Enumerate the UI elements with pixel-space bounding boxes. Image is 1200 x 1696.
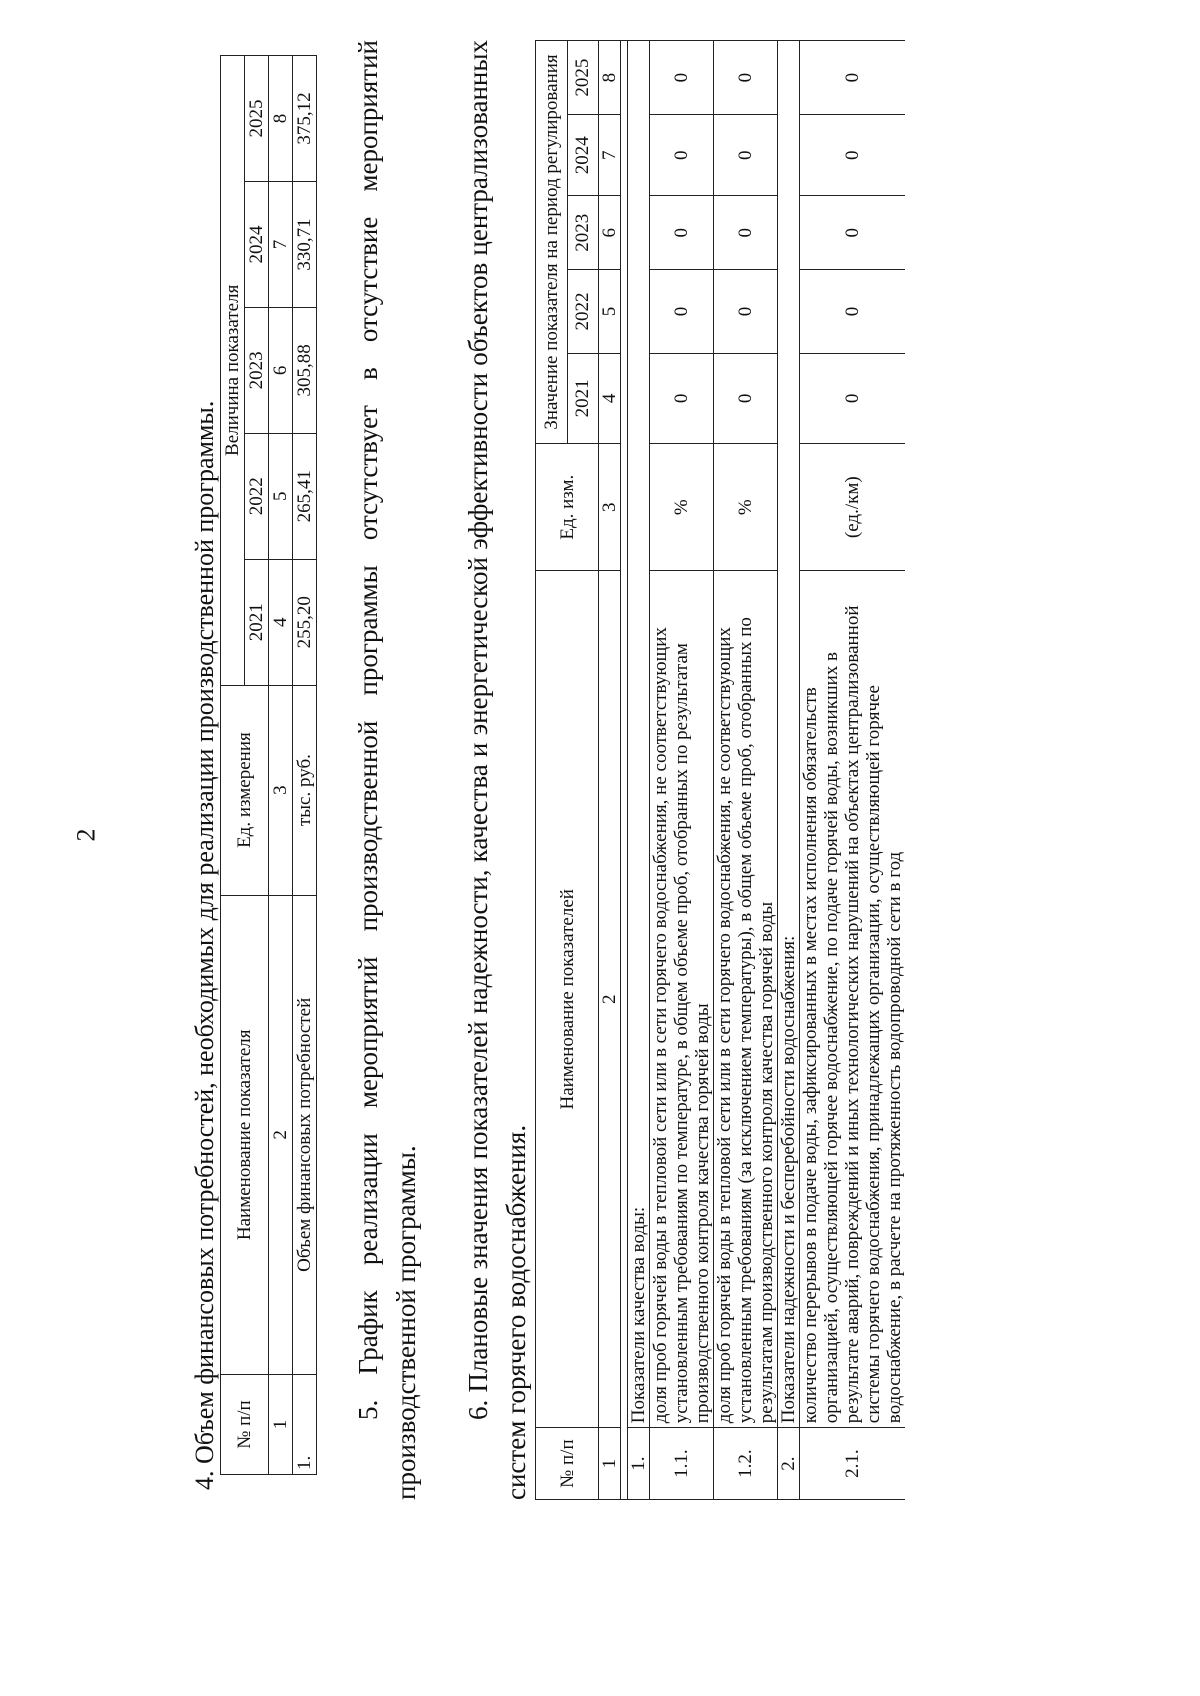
header-num: № п/п [221,1375,269,1475]
index-cell: 3 [269,685,293,895]
index-cell: 2 [269,895,293,1375]
row-value: 305,88 [293,307,317,433]
header-year: 2025 [567,41,599,115]
row-num: 2.1. [800,1428,906,1500]
row-value: 265,41 [293,433,317,559]
row-value: 0 [650,115,714,196]
row-value: 0 [650,353,714,443]
row-name: количество перерывов в подаче воды, зафиксированных в местах исполнения обязательств организацией, осуществляющей горячее водоснабжение, по подаче горячей воды, возникших в результате аварий, повреждений и иных технологических нарушений на объектах централизованной системы горячего водоснабжения, принадлежащих организации, осуществляющей горячее водоснабжение, в расчете на протяженность водопроводной сети в год [800,571,906,1428]
section-6-title: 6. Плановые значения показателей надежности, качества и энергетической эффективности объектов централизованных систем горячего водоснабжения. [463,40,531,1500]
table-row [714,41,778,1500]
index-cell: 5 [269,433,293,559]
header-unit: Ед. измерения [221,685,269,895]
row-value: 0 [650,196,714,270]
row-value: 0 [714,270,778,353]
row-unit: % [714,444,778,571]
row-num: 1.2. [714,1428,778,1500]
row-value: 0 [650,270,714,353]
row-value: 0 [800,196,906,270]
row-value: 0 [714,41,778,115]
financial-needs-table [220,55,317,1475]
header-value-group: Значение показателя на период регулирования [536,41,568,444]
index-cell: 7 [269,181,293,307]
section-5-text: 5. График реализации мероприятий производственной программы отсутствует в отсутствие мероприятий производственной программы. [353,40,421,1500]
header-year: 2022 [245,433,269,559]
index-cell: 6 [599,196,621,270]
index-cell: 8 [269,56,293,182]
row-value: 0 [800,115,906,196]
index-cell: 3 [599,444,621,571]
section-row [628,41,650,1500]
column-index-row [269,56,293,1475]
header-year: 2022 [567,270,599,353]
header-year: 2024 [567,115,599,196]
index-cell: 5 [599,270,621,353]
header-year: 2024 [245,181,269,307]
header-year: 2021 [567,353,599,443]
row-value: 375,12 [293,56,317,182]
row-name: доля проб горячей воды в тепловой сети или в сети горячего водоснабжения, не соответствующих установленным требованиям (за исключением температуры), в общем объеме проб, отобранных по результатам производственного контроля качества горячей воды [714,571,778,1428]
row-value: 330,71 [293,181,317,307]
column-index-row [599,41,621,1500]
row-value: 0 [800,270,906,353]
header-year: 2025 [245,56,269,182]
header-value-group: Величина показателя [221,56,245,686]
table-row [800,41,906,1500]
index-cell: 1 [269,1375,293,1475]
index-cell: 4 [599,353,621,443]
row-value: 255,20 [293,559,317,685]
row-name: Объем финансовых потребностей [293,895,317,1375]
row-num: 1.1. [650,1428,714,1500]
index-cell: 8 [599,41,621,115]
spacer-row [621,41,628,1500]
header-name: Наименование показателя [221,895,269,1375]
header-unit: Ед. изм. [536,444,599,571]
section-4-title: 4. Объем финансовых потребностей, необходимых для реализации производственной программы. [190,400,219,1490]
row-name: Показатели качества воды: [628,41,650,1428]
table-row [650,41,714,1500]
row-value: 0 [714,353,778,443]
row-num: 1. [628,1428,650,1500]
row-name: доля проб горячей воды в тепловой сети или в сети горячего водоснабжения, не соответствующих установленным требованиям по температуре, в общем объеме проб, отобранных по результатам производственного контроля качества горячей воды [650,571,714,1428]
index-cell: 4 [269,559,293,685]
rotated-page-content [190,40,905,1500]
row-value: 0 [714,115,778,196]
table-row [293,56,317,1475]
header-year: 2021 [245,559,269,685]
row-unit: % [650,444,714,571]
header-year: 2023 [567,196,599,270]
row-unit: тыс. руб. [293,685,317,895]
page-number: 2 [71,828,101,842]
header-year: 2023 [245,307,269,433]
row-value: 0 [650,41,714,115]
header-name: Наименование показателей [536,571,599,1428]
row-value: 0 [714,196,778,270]
header-num: № п/п [536,1428,599,1500]
index-cell: 1 [599,1428,621,1500]
indicators-table [535,40,905,1500]
index-cell: 7 [599,115,621,196]
row-value: 0 [800,41,906,115]
row-num: 1. [293,1375,317,1475]
index-cell: 6 [269,307,293,433]
row-num: 2. [778,1428,800,1500]
row-value: 0 [800,353,906,443]
index-cell: 2 [599,571,621,1428]
row-unit: (ед./км) [800,444,906,571]
section-row [778,41,800,1500]
row-name: Показатели надежности и бесперебойности водоснабжения: [778,41,800,1428]
